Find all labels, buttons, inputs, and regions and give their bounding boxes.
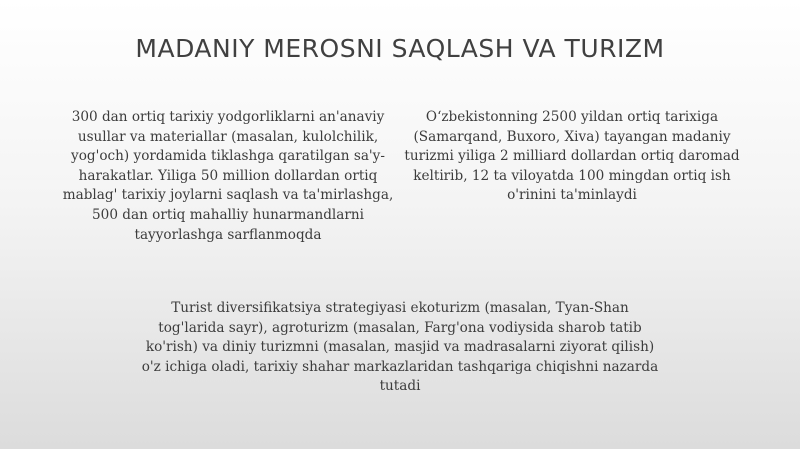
left-text-block: 300 dan ortiq tarixiy yodgorliklarni an'anaviy usullar va materiallar (masalan, kulolchilik, yog'och) yordamida tiklashga qaratilgan sa'y-harakatlar. Yiliga 50 million dollardan ortiq mablag' tarixiy joylarni saqlash va ta'mirlashga, 500 dan ortiq mahalliy hunarmandlarni tayyorlashga sarflanmoqda <box>62 109 394 243</box>
right-text-block: O‘zbekistonning 2500 yildan ortiq tarixiga (Samarqand, Buxoro, Xiva) tayangan madaniy turizmi yiliga 2 milliard dollardan ortiq daromad keltirib, 12 ta viloyatda 100 mingdan ortiq ish o'rinini ta'minlaydi <box>404 109 740 204</box>
bottom-text-block: Turist diversifikatsiya strategiyasi ekoturizm (masalan, Tyan-Shan tog'larida sayr), agroturizm (masalan, Farg'ona vodiysida sharob tatib ko'rish) va diniy turizmni (masalan, masjid va madrasalarni ziyorat qilish) o'z ichiga oladi, tarixiy shahar markazlaridan tashqariga chiqishni nazarda tutadi <box>141 300 659 395</box>
slide-title: MADANIY MEROSNI SAQLASH VA TURIZM <box>135 34 665 63</box>
